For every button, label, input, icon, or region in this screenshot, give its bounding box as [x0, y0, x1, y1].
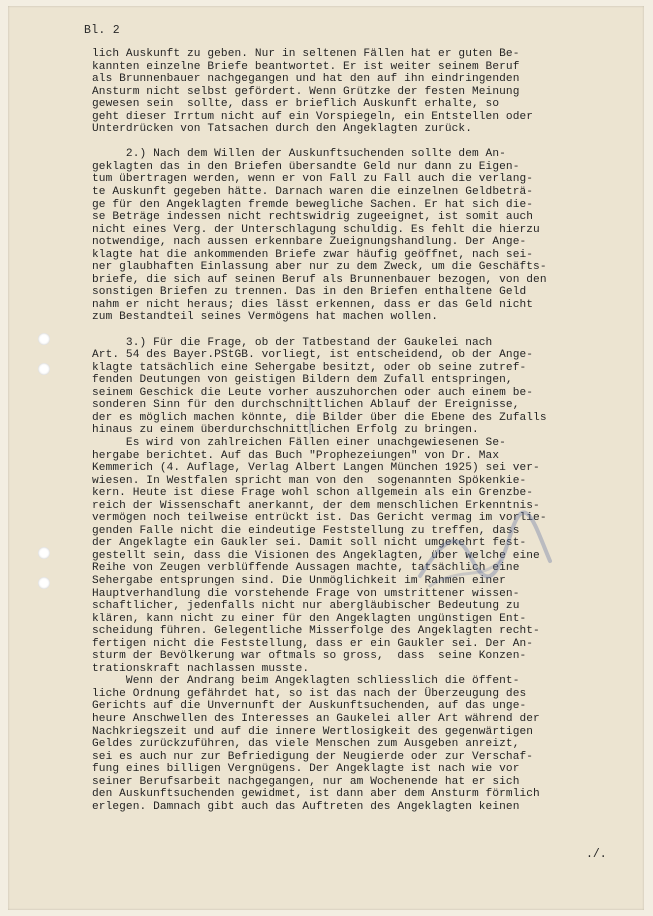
text-line: klagte hat die ankommenden Briefe zwar häufig geöffnet, nach sei-	[92, 248, 534, 261]
text-line: seiner Berufsarbeit nachgegangen, nur am Wochenende hat er sich	[92, 775, 520, 788]
text-line: der es möglich machen könnte, die Bilder über die Ebene des Zufalls	[92, 411, 547, 424]
text-line: fenden Deutungen von geistigen Bildern dem Zufall entspringen,	[92, 374, 513, 387]
text-line: scheidung führen. Gelegentliche Misserfolge des Angeklagten recht-	[92, 625, 540, 638]
text-line: sturm der Bevölkerung war oftmals so gross, dass seine Konzen-	[92, 650, 527, 663]
text-line: geklagten das in den Briefen übersandte Geld nur dann zu Eigen-	[92, 160, 520, 173]
text-line: tum übertragen werden, wenn er von Fall zu Fall auch die verlang-	[92, 173, 534, 186]
text-line: Unterdrücken von Tatsachen durch den Angeklagten zurück.	[92, 123, 472, 136]
text-line: ge für den Angeklagten fremde bewegliche Sachen. Er hat sich die-	[92, 198, 534, 211]
text-line: geht dieser Irrtum nicht auf ein Vorspiegeln, ein Entstellen oder	[92, 110, 534, 123]
text-line	[92, 136, 622, 149]
text-line: 2.) Nach dem Willen der Auskunftsuchenden sollte dem An-	[92, 148, 506, 161]
text-line: Hauptverhandlung die vorstehende Frage von umstrittener wissen-	[92, 587, 520, 600]
text-line: Geldes zurückzuführen, das viele Menschen zum Ausgeben anreizt,	[92, 738, 520, 751]
text-line: nicht eines Verg. der Unterschlagung schuldig. Es fehlt die hierzu	[92, 223, 540, 236]
text-line: den Auskunftsuchenden gewidmet, ist dann aber dem Ansturm förmlich	[92, 788, 540, 801]
text-line: te Auskunft gegeben hätte. Darnach waren die einzelnen Geldbeträ-	[92, 186, 534, 199]
text-line: der Angeklagte ein Gaukler sei. Damit soll nicht umgekehrt fest-	[92, 537, 527, 550]
text-line	[92, 324, 622, 337]
text-line: ner glaubhaften Einlassung aber nur zu dem Zweck, um die Geschäfts-	[92, 261, 547, 274]
text-line: trationskraft nachlassen musste.	[92, 662, 310, 675]
text-line: gestellt sein, dass die Visionen des Angeklagten, über welche eine	[92, 549, 540, 562]
text-line: Sehergabe entsprungen sind. Die Unmöglichkeit im Rahmen einer	[92, 574, 506, 587]
text-line: genden Falle nicht die eindeutige Feststellung zu treffen, dass	[92, 524, 520, 537]
text-line: erlegen. Damnach gibt auch das Auftreten des Angeklagten keinen	[92, 800, 520, 813]
text-line: nahm er nicht heraus; dies lässt erkennen, dass er das Geld nicht	[92, 298, 534, 311]
continuation-mark: ./.	[586, 848, 607, 861]
text-line: sonstigen Briefen zu trennen. Das in den Briefen enthaltene Geld	[92, 286, 527, 299]
text-line: heure Anschwellen des Interesses an Gaukelei aller Art während der	[92, 712, 540, 725]
text-line: schaftlicher, jedenfalls nicht nur abergläubischer Bedeutung zu	[92, 600, 520, 613]
text-line: Ansturm nicht selbst gefördert. Wenn Grützke der festen Meinung	[92, 85, 520, 98]
text-line: als Brunnenbauer nachgegangen und hat den auf ihn eindringenden	[92, 73, 520, 86]
text-line: fung eines billigen Vergnügens. Der Angeklagte ist nach wie vor	[92, 763, 520, 776]
text-line: fertigen nicht die Feststellung, dass er ein Gaukler sei. Der An-	[92, 637, 534, 650]
text-line: briefe, die sich auf seinen Beruf als Brunnenbauer bezogen, von den	[92, 273, 547, 286]
text-line: Kemmerich (4. Auflage, Verlag Albert Langen München 1925) sei ver-	[92, 462, 540, 475]
text-line: sonderen Sinn für den durchschnittlichen Ablauf der Ereignisse,	[92, 399, 520, 412]
text-line: vermögen noch teilweise entrückt ist. Das Gericht vermag im vorlie-	[92, 512, 547, 525]
text-line: reich der Wissenschaft anerkannt, der dem menschlichen Erkenntnis-	[92, 499, 540, 512]
text-line: Wenn der Andrang beim Angeklagten schliesslich die öffent-	[92, 675, 520, 688]
text-line: notwendige, nach aussen erkennbare Zueignungshandlung. Der Ange-	[92, 236, 527, 249]
text-line: klären, kann nicht zu einer für den Angeklagten ungünstigen Ent-	[92, 612, 527, 625]
punch-hole	[38, 363, 50, 375]
punch-hole	[38, 333, 50, 345]
text-line: Es wird von zahlreichen Fällen einer unachgewiesenen Se-	[92, 436, 506, 449]
text-line: liche Ordnung gefährdet hat, so ist das nach der Überzeugung des	[92, 687, 527, 700]
text-line: klagte tatsächlich eine Sehergabe besitzt, oder ob seine zutref-	[92, 361, 527, 374]
text-line: kannten einzelne Briefe beantwortet. Er ist weiter seinem Beruf	[92, 60, 520, 73]
punch-hole	[38, 577, 50, 589]
text-line: Reihe von Zeugen verblüffende Aussagen machte, tatsächlich eine	[92, 562, 520, 575]
text-line: seinem Geschick die Leute vorher auszuhorchen oder auch einem be-	[92, 386, 534, 399]
text-line: Nachkriegszeit und auf die innere Wertlosigkeit des gegenwärtigen	[92, 725, 534, 738]
page-label: Bl. 2	[84, 24, 121, 37]
typed-text-body	[92, 48, 622, 813]
text-line: hergabe berichtet. Auf das Buch "Prophezeiungen" von Dr. Max	[92, 449, 500, 462]
text-line: hinaus zu einem überdurchschnittlichen Erfolg zu bringen.	[92, 424, 479, 437]
text-line: Art. 54 des Bayer.PStGB. vorliegt, ist entscheidend, ob der Ange-	[92, 349, 534, 362]
text-line: se Beträge indessen nicht rechtswidrig zugeeignet, ist somit auch	[92, 211, 534, 224]
text-line: Gerichts auf die Unvernunft der Auskunftsuchenden, auf das unge-	[92, 700, 527, 713]
text-line: wiesen. In Westfalen spricht man von den sogenannten Spökenkie-	[92, 474, 527, 487]
text-line: 3.) Für die Frage, ob der Tatbestand der Gaukelei nach	[92, 336, 493, 349]
text-line: gewesen sein sollte, dass er brieflich Auskunft erhalte, so	[92, 98, 500, 111]
text-line: zum Bestandteil seines Vermögens hat machen wollen.	[92, 311, 439, 324]
text-line: sei es auch nur zur Befriedigung der Neugierde oder zur Verschaf-	[92, 750, 534, 763]
text-line: kern. Heute ist diese Frage wohl schon allgemein als ein Grenzbe-	[92, 487, 534, 500]
punch-hole	[38, 547, 50, 559]
text-line: lich Auskunft zu geben. Nur in seltenen Fällen hat er guten Be-	[92, 48, 520, 60]
